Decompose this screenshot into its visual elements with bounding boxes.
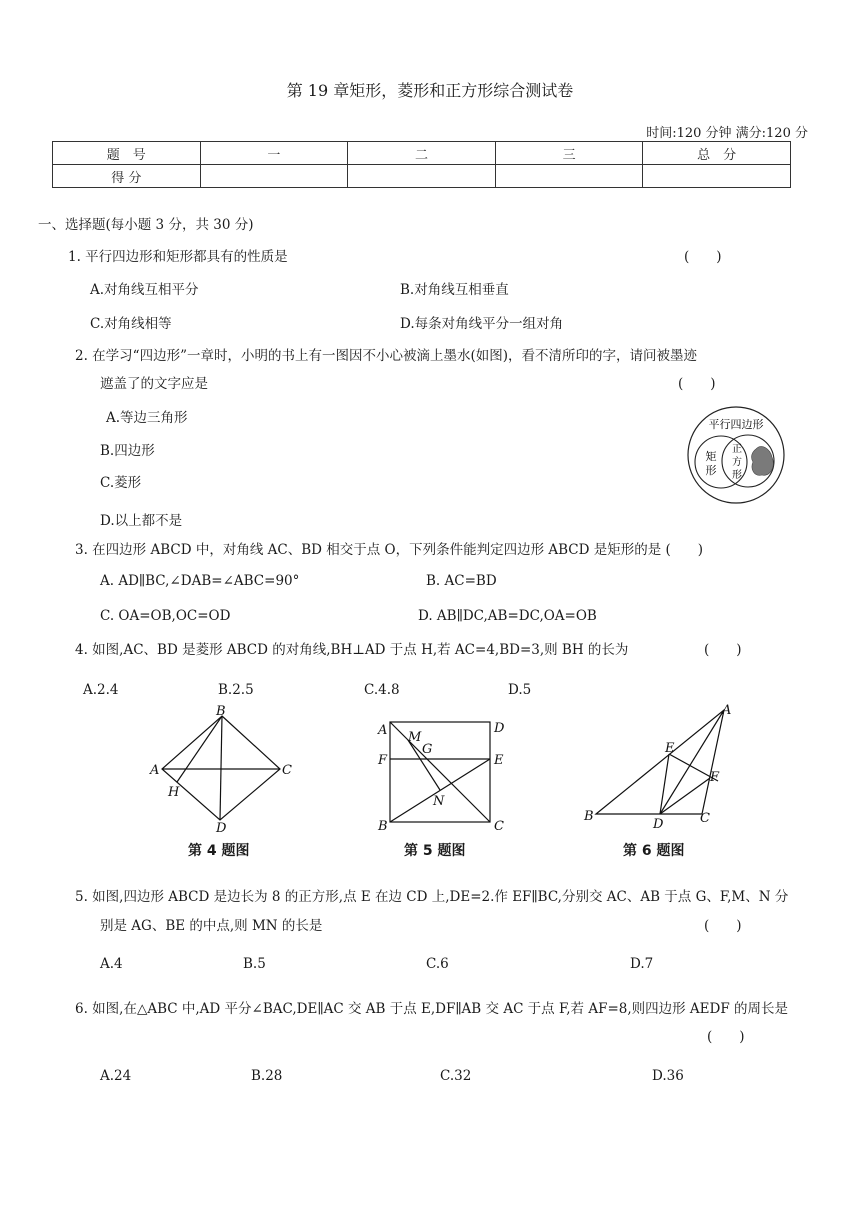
label-d: D — [653, 817, 664, 830]
label-c: C — [700, 811, 710, 826]
figure-5-caption: 第 5 题图 — [404, 843, 466, 859]
venn-right-label-1: 正 — [732, 444, 742, 455]
table-cell: 二 — [348, 142, 496, 165]
label-n: N — [433, 794, 445, 809]
label-a: A — [722, 703, 732, 718]
option-d[interactable]: D.每条对角线平分一组对角 — [400, 316, 564, 332]
label-m: M — [408, 730, 422, 745]
question-5-stem-line2: 别是 AG、BE 的中点,则 MN 的长是 — [100, 918, 323, 934]
segment-df — [660, 778, 710, 814]
label-e: E — [494, 753, 504, 768]
label-h: H — [168, 785, 180, 800]
segment-de — [660, 754, 669, 814]
time-info: 时间:120 分钟 满分:120 分 — [646, 126, 808, 141]
score-input-cell[interactable] — [643, 165, 791, 188]
label-c: C — [282, 763, 292, 778]
figure-4-caption: 第 4 题图 — [188, 843, 250, 859]
question-5-stem: 5. 如图,四边形 ABCD 是边长为 8 的正方形,点 E 在边 CD 上,DE=2.作 EF∥BC,分别交 AC、AB 于点 G、F,M、N 分 — [75, 889, 789, 905]
segment-be — [390, 759, 490, 822]
section-heading: 一、选择题(每小题 3 分，共 30 分) — [38, 217, 254, 233]
question-1-stem: 1. 平行四边形和矩形都具有的性质是 — [68, 249, 288, 265]
label-f: F — [710, 770, 720, 785]
diagonal-bd — [220, 716, 222, 820]
option-c[interactable]: C.32 — [440, 1068, 472, 1084]
figure-6-triangle — [578, 700, 748, 830]
option-a[interactable]: A. AD∥BC,∠DAB=∠ABC=90° — [100, 573, 300, 589]
option-b[interactable]: B. AC=BD — [426, 573, 497, 589]
venn-diagram-figure — [684, 405, 790, 505]
question-4-stem: 4. 如图,AC、BD 是菱形 ABCD 的对角线,BH⊥AD 于点 H,若 AC=4,BD=3,则 BH 的长为 — [75, 642, 629, 658]
label-d: D — [494, 721, 505, 736]
label-a: A — [378, 723, 388, 738]
option-a[interactable]: A.2.4 — [83, 682, 119, 698]
venn-right-label-3: 形 — [732, 470, 742, 481]
option-b[interactable]: B.28 — [251, 1068, 283, 1084]
option-b[interactable]: B.四边形 — [100, 443, 155, 459]
venn-left-label-1: 矩 — [705, 450, 717, 463]
answer-blank[interactable]: ( ) — [684, 249, 722, 265]
score-input-cell[interactable] — [495, 165, 643, 188]
score-input-cell[interactable] — [200, 165, 348, 188]
label-b: B — [216, 704, 226, 719]
triangle-abc — [596, 710, 724, 814]
label-f: F — [378, 753, 388, 768]
option-c[interactable]: C.4.8 — [364, 682, 400, 698]
option-c[interactable]: C. OA=OB,OC=OD — [100, 608, 231, 624]
figure-6-caption: 第 6 题图 — [623, 843, 685, 859]
score-table — [52, 141, 791, 188]
question-6-stem: 6. 如图,在△ABC 中,AD 平分∠BAC,DE∥AC 交 AB 于点 E,DF∥AB 交 AC 于点 F,若 AF=8,则四边形 AEDF 的周长是 — [75, 1001, 789, 1017]
question-3-stem: 3. 在四边形 ABCD 中，对角线 AC、BD 相交于点 O，下列条件能判定四边形 ABCD 是矩形的是 ( ) — [75, 542, 704, 558]
label-b: B — [378, 819, 388, 834]
score-input-cell[interactable] — [348, 165, 496, 188]
option-a[interactable]: A.4 — [100, 956, 123, 972]
figure-4-rhombus — [140, 704, 310, 834]
venn-right-label-2: 方 — [732, 457, 742, 468]
segment-ad — [660, 710, 724, 814]
label-g: G — [422, 742, 433, 757]
table-cell: 得 分 — [53, 165, 201, 188]
option-b[interactable]: B.对角线互相垂直 — [400, 282, 509, 298]
label-e: E — [665, 741, 675, 756]
table-cell: 一 — [200, 142, 348, 165]
label-d: D — [216, 821, 227, 834]
option-d[interactable]: D.36 — [652, 1068, 684, 1084]
table-cell: 总 分 — [643, 142, 791, 165]
option-b[interactable]: B.5 — [243, 956, 266, 972]
score-table-row — [53, 165, 791, 188]
answer-blank[interactable]: ( ) — [704, 642, 742, 658]
option-c[interactable]: C.对角线相等 — [90, 316, 172, 332]
question-2-stem: 2. 在学习“四边形”一章时，小明的书上有一图因不小心被滴上墨水(如图)，看不清所印的字，请问被墨迹 — [75, 348, 698, 364]
option-b[interactable]: B.2.5 — [218, 682, 254, 698]
page-title: 第 19 章矩形，菱形和正方形综合测试卷 — [286, 81, 574, 100]
option-d[interactable]: D. AB∥DC,AB=DC,OA=OB — [418, 608, 597, 624]
answer-blank[interactable]: ( ) — [678, 376, 716, 392]
option-d[interactable]: D.以上都不是 — [100, 513, 183, 529]
option-c[interactable]: C.菱形 — [100, 475, 142, 491]
figure-5-square — [370, 712, 510, 834]
table-cell: 三 — [495, 142, 643, 165]
label-b: B — [584, 809, 594, 824]
option-d[interactable]: D.7 — [630, 956, 654, 972]
option-a[interactable]: A.等边三角形 — [106, 410, 188, 426]
answer-blank[interactable]: ( ) — [707, 1029, 745, 1045]
option-c[interactable]: C.6 — [426, 956, 449, 972]
label-c: C — [494, 819, 504, 834]
option-a[interactable]: A.对角线互相平分 — [90, 282, 199, 298]
ink-blot-shape — [752, 447, 774, 476]
answer-blank[interactable]: ( ) — [704, 918, 742, 934]
question-2-stem-line2: 遮盖了的文字应是 — [100, 376, 208, 392]
venn-left-label-2: 形 — [705, 464, 717, 477]
score-table-row — [53, 142, 791, 165]
venn-outer-label: 平行四边形 — [708, 418, 764, 431]
option-a[interactable]: A.24 — [100, 1068, 132, 1084]
option-d[interactable]: D.5 — [508, 682, 532, 698]
table-cell: 题 号 — [53, 142, 201, 165]
label-a: A — [150, 763, 160, 778]
